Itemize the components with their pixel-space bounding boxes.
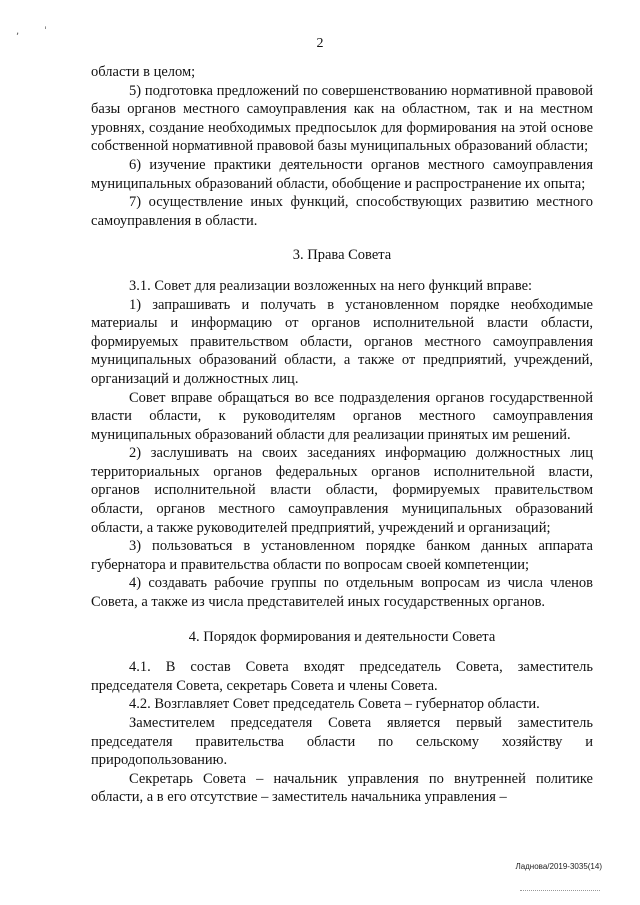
list-item: 2) заслушивать на своих заседаниях информацию должностных лиц территориальных органов федеральных органов исполнительной власти, органов исполнительной власти области, формируемых правительством области, органов местного самоуправления муниципальных образований области, а также руководителей предприятий, учреждений и организаций; (91, 445, 593, 536)
list-item: 3) пользоваться в установленном порядке банком данных аппарата губернатора и правительства области по вопросам своей компетенции; (91, 538, 593, 573)
paragraph: 4.2. Возглавляет Совет председатель Совета – губернатор области. (129, 696, 540, 713)
document-reference: Ладнова/2019-3035(14) (515, 862, 602, 871)
list-item: 4) создавать рабочие группы по отдельным вопросам из числа членов Совета, а также из числа представителей иных государственных органов. (91, 575, 593, 611)
scan-margin-mark: ˈ (44, 26, 47, 37)
list-item: 1) запрашивать и получать в установленном порядке необходимые материалы и информацию от органов исполнительной власти области, формируемых правительством области, органов местного самоуправления муниципальных образований области, а также от предприятий, учреждений, организаций и должностных лиц. (91, 296, 593, 387)
section-heading: 3. Права Совета (292, 247, 392, 264)
section-heading: 4. Порядок формирования и деятельности Совета (188, 628, 496, 645)
document-body (91, 63, 593, 807)
paragraph: Секретарь Совета – начальник управления по внутренней политике области, а в его отсутствие – заместитель начальника управления – (91, 770, 593, 806)
paragraph: Совет вправе обращаться во все подразделения органов государственной власти области, к руководителям органов местного самоуправления муниципальных образований области для реализации принятых им решений. (91, 389, 593, 443)
paragraph: 4.1. В состав Совета входят председатель Совета, заместитель председателя Совета, секретарь Совета и члены Совета. (91, 659, 593, 694)
paragraph: Заместителем председателя Совета является первый заместитель председателя правительства области по сельскому хозяйству и природопользованию. (91, 715, 593, 769)
list-item: 5) подготовка предложений по совершенствованию нормативной правовой базы органов местного самоуправления как на областном, так и на местном уровнях, создание необходимых предпосылок для формирования на этой основе собственной нормативной правовой базы муниципальных образований области; (91, 82, 593, 155)
list-item: 6) изучение практики деятельности органов местного самоуправления муниципальных образований области, обобщение и распространение их опыта; (91, 156, 593, 192)
scan-margin-mark: , (16, 26, 20, 37)
paragraph: 3.1. Совет для реализации возложенных на него функций вправе: (129, 277, 533, 294)
page-number: 2 (316, 36, 324, 51)
paragraph: области в целом; (91, 64, 196, 80)
list-item: 7) осуществление иных функций, способствующих развитию местного самоуправления в области. (91, 194, 593, 229)
scan-edge-line (520, 890, 600, 892)
